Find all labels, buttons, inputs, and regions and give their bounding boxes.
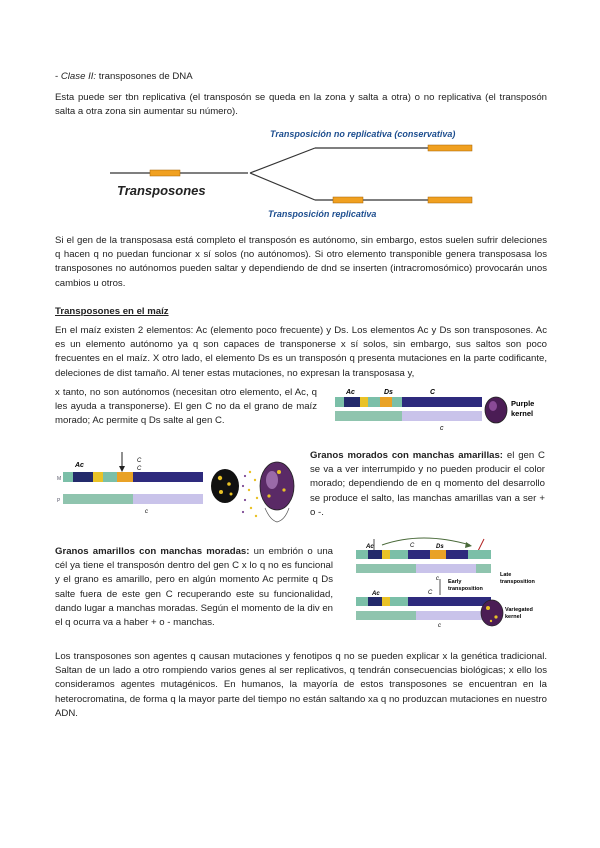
label-c-bottom: c <box>440 425 444 432</box>
svg-text:transposition: transposition <box>500 579 535 585</box>
cell-dots <box>248 471 258 517</box>
para-maize-2: x tanto, no son autónomos (necesitan otro elemento, el Ac, q les ayuda a transponerse). El gen C no da el grano de maíz morado; Ac permite q Ds salte al gen C. <box>55 387 317 427</box>
svg-text:Late: Late <box>500 572 512 578</box>
label-c-top: C <box>430 389 436 396</box>
label-conservative: Transposición no replicativa (conservativa) <box>270 129 456 139</box>
variegated-kernel-figure <box>352 533 552 641</box>
para-purple-spots <box>310 449 545 520</box>
label-ac: Ac <box>366 544 374 550</box>
label-c1: C <box>137 458 142 464</box>
label-c3: c <box>145 509 148 515</box>
purple-kernel-icon <box>485 397 507 423</box>
label-c-mid: c <box>436 576 439 582</box>
class-heading-prefix: - <box>55 71 61 82</box>
label-ds: Ds <box>436 544 444 550</box>
yellow-spots-figure <box>55 450 305 532</box>
para-replicative: Esta puede ser tbn replicativa (el transposón se queda en la zona y salta a otra) o no replicativa (el transposón salta a otra zona sin aumentar su número). <box>55 92 547 118</box>
svg-text:Early: Early <box>448 579 462 585</box>
para-autonomous: Si el gen de la transposasa está completo el transposón es autónomo, sin embargo, estos suelen sufrir deleciones q hacen q no puedan funcionar x sí solos (no autónomos). Si otro elemento transponible genera transposasa los transposones no autónomos pueden saltar y dependiendo de dnd se inserten (intracromosómico) provocarán unos cambios u otros. <box>55 235 547 289</box>
transposition-diagram <box>100 125 490 225</box>
svg-text:kernel: kernel <box>511 409 534 418</box>
para-yellow-spots <box>55 545 333 630</box>
purple-kernel-large-icon <box>260 462 294 510</box>
class-heading <box>55 70 547 84</box>
variegated-kernel-icon <box>481 600 503 626</box>
label-m1: M <box>57 476 62 482</box>
label-c-top: C <box>410 543 415 549</box>
label-m2: P <box>57 498 61 504</box>
svg-text:Purple: Purple <box>511 399 535 408</box>
para-purple-spots-text: el gen C se va a ver interrumpido y no pueden producir el color morado; dependiendo de en q momento del desarrollo se produce el salto, las manchas amarillas van a ser + o -. <box>310 450 545 518</box>
transposon-block-conservative <box>428 145 472 151</box>
label-main: Transposones <box>117 183 206 198</box>
class-heading-italic: Clase II: <box>60 71 97 82</box>
label-replicative: Transposición replicativa <box>268 209 377 219</box>
para-yellow-spots-bold: Granos amarillos con manchas moradas: <box>55 546 250 557</box>
svg-text:Variegated: Variegated <box>505 607 533 613</box>
svg-text:transposition: transposition <box>448 586 483 592</box>
class-heading-rest: transposones de DNA <box>96 71 193 82</box>
label-ac: Ac <box>346 389 355 396</box>
transposon-block-replicative-1 <box>333 197 363 203</box>
para-purple-spots-bold: Granos morados con manchas amarillas: <box>310 450 503 461</box>
para-final: Los transposones son agentes q causan mutaciones y fenotipos q no se pueden explicar x la genética tradicional. Saltan de un lado a otro rompiendo varios genes al ser replicativos, q tendrán consecuencias biológicas; x ello los consideramos agentes mutagénicos. En humanos, la mayoría de estos transposones se encuentran en la heterocromatina, de forma q la mayor parte del tiempo no están saltando xa q no produzcan mutaciones en nuestro ADN. <box>55 651 547 719</box>
label-c-bottom: C <box>428 590 433 596</box>
label-c2: C <box>137 466 142 472</box>
label-c-low: c <box>438 623 441 629</box>
section-title: Transposones en el maíz <box>55 306 169 317</box>
label-ac-2: Ac <box>372 591 380 597</box>
arrow-upper <box>250 148 315 173</box>
para-maize-1: En el maíz existen 2 elementos: Ac (elemento poco frecuente) y Ds. Los elementos Ac y Ds son transposones. Ac es un elemento autónomo ya q son capaces de transponerse x sí solos, sin embargo, sus saltos son poco frecuentes en el maíz. X otro lado, el elemento Ds es un transposón q presenta mutaciones en la parte codificante, deleciones de dist tamaño. Al tener estas mutaciones, no expresan la transposasa y, <box>55 325 547 379</box>
label-ds: Ds <box>384 389 393 396</box>
label-ac: Ac <box>75 462 84 469</box>
arrow-lower <box>250 173 315 200</box>
transposon-block-donor <box>150 170 180 176</box>
svg-text:kernel: kernel <box>505 614 522 620</box>
purple-kernel-figure <box>330 386 545 442</box>
yellow-spots-kernel-icon <box>211 469 239 503</box>
transposon-block-replicative-2 <box>428 197 472 203</box>
para-yellow-spots-text: un embrión o una cél ya tiene el transposón dentro del gen C x lo q no es funcional y el grano es amarillo, pero en algún momento Ac permite q Ds salte fuera de este gen C recuperando este su funcionalidad, dando lugar a manchas moradas. Según el momento de la div en el q ocurra va a haber + o - manchas. <box>55 546 333 629</box>
